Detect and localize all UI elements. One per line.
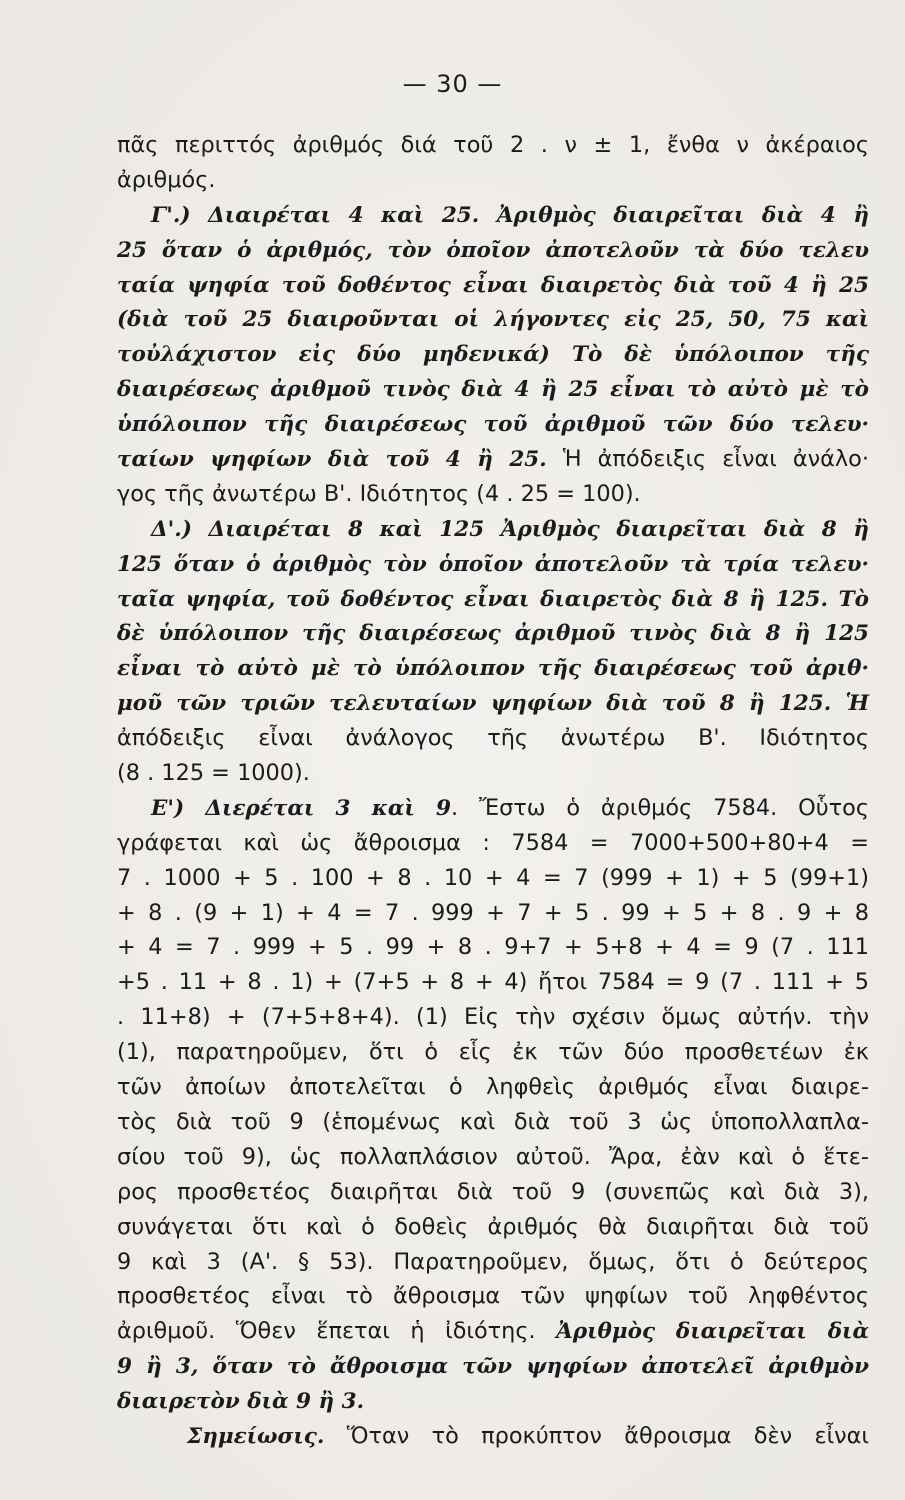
plain-run: Ἡ ἀπόδειξις εἶναι ἀνάλο· xyxy=(546,446,869,473)
plain-run: . Ἔστω ὁ ἀριθμός 7584. Οὗτος xyxy=(450,794,869,821)
italic-run: ταίων ψηφίων διὰ τοῦ 4 ἢ 25. xyxy=(117,447,547,473)
italic-run: ταία ψηφία τοῦ δοθέντος εἶναι διαιρετὸς διὰ τοῦ 4 ἢ 25 xyxy=(117,272,869,298)
text-line: 9 καὶ 3 (Α'. § 53). Παρατηροῦμεν, ὅμως, ὅτι ὁ δεύτερος xyxy=(117,1248,869,1275)
body-text xyxy=(117,128,869,1454)
plain-run: Ὅταν τὸ προκύπτον ἄθροισμα δὲν εἶναι xyxy=(324,1422,869,1449)
text-line: προσθετέος εἶναι τὸ ἄθροισμα τῶν ψηφίων τοῦ ληφθέντος xyxy=(117,1283,869,1310)
text-line xyxy=(117,651,869,686)
text-line xyxy=(117,686,869,721)
text-line xyxy=(117,442,869,477)
text-line: πᾶς περιττός ἀριθμός διά τοῦ 2 . ν ± 1, ἔνθα ν ἀκέραιος xyxy=(117,132,869,158)
text-line: (8 . 125 = 1000). xyxy=(117,760,310,787)
text-line xyxy=(117,1419,869,1454)
text-line: συνάγεται ὅτι καὶ ὁ δοθεὶς ἀριθμός θὰ διαιρῆται διὰ τοῦ xyxy=(117,1213,869,1240)
text-line: γράφεται καὶ ὡς ἄθροισμα : 7584 = 7000+500+80+4 = xyxy=(117,829,869,856)
text-line xyxy=(117,1349,869,1384)
italic-run: ὑπόλοιπον τῆς διαιρέσεως τοῦ ἀριθμοῦ τῶν δύο τελευ· xyxy=(117,412,869,438)
italic-run: Γ'.) Διαιρέται 4 καὶ 25. Ἀριθμὸς διαιρεῖται διὰ 4 ἢ xyxy=(151,202,869,228)
italic-run: Ε') Διερέται 3 καὶ 9 xyxy=(151,795,451,821)
page-number: — 30 — xyxy=(402,70,503,98)
text-line xyxy=(117,268,869,303)
text-line: ἀριθμός. xyxy=(117,166,216,193)
text-line: γος τῆς ἀνωτέρω Β'. Ιδιότητος (4 . 25 = 100). xyxy=(117,480,641,507)
italic-run: εἶναι τὸ αὐτὸ μὲ τὸ ὑπόλοιπον τῆς διαιρέσεως τοῦ ἀριθ· xyxy=(117,656,869,682)
italic-run: 9 ἢ 3, ὅταν τὸ ἄθροισμα τῶν ψηφίων ἀποτελεῖ ἀριθμὸν xyxy=(117,1354,869,1380)
text-line xyxy=(117,198,869,233)
text-line: +5 . 11 + 8 . 1) + (7+5 + 8 + 4) ἤτοι 7584 = 9 (7 . 111 + 5 xyxy=(117,969,869,996)
italic-run: δὲ ὑπόλοιπον τῆς διαιρέσεως ἀριθμοῦ τινὸς διὰ 8 ἢ 125 xyxy=(117,621,869,647)
text-line: ρος προσθετέος διαιρῆται διὰ τοῦ 9 (συνεπῶς καὶ διὰ 3), xyxy=(117,1178,869,1205)
text-line xyxy=(117,372,869,407)
text-line xyxy=(117,407,869,442)
text-line: + 8 . (9 + 1) + 4 = 7 . 999 + 7 + 5 . 99 + 5 + 8 . 9 + 8 xyxy=(117,899,869,926)
italic-run: 125 ὅταν ὁ ἀριθμὸς τὸν ὁποῖον ἀποτελοῦν τὰ τρία τελευ· xyxy=(117,551,869,577)
italic-run: διαιρετὸν διὰ 9 ἢ 3. xyxy=(117,1389,365,1415)
text-line xyxy=(117,512,869,547)
text-line: + 4 = 7 . 999 + 5 . 99 + 8 . 9+7 + 5+8 + 4 = 9 (7 . 111 xyxy=(117,934,869,961)
text-line xyxy=(117,582,869,617)
text-line: σίου τοῦ 9), ὡς πολλαπλάσιον αὐτοῦ. Ἄρα, ἐὰν καὶ ὁ ἕτε- xyxy=(117,1143,869,1170)
italic-run: Ἀριθμὸς διαιρεῖται διὰ xyxy=(556,1319,870,1345)
text-line: ἀπόδειξις εἶναι ἀνάλογος τῆς ἀνωτέρω Β'. Ιδιότητος xyxy=(117,725,869,752)
text-line: τὸς διὰ τοῦ 9 (ἑπομένως καὶ διὰ τοῦ 3 ὡς ὑποπολλαπλα- xyxy=(117,1108,869,1135)
text-line xyxy=(117,1314,869,1349)
plain-run: ἀριθμοῦ. Ὅθεν ἕπεται ἡ ἰδιότης. xyxy=(117,1318,557,1345)
text-line: . 11+8) + (7+5+8+4). (1) Εἰς τὴν σχέσιν ὅμως αὐτήν. τὴν xyxy=(117,1004,869,1031)
text-line xyxy=(117,547,869,582)
italic-run: (διὰ τοῦ 25 διαιροῦνται οἱ λήγοντες εἰς 25, 50, 75 καὶ xyxy=(117,307,869,333)
italic-run: διαιρέσεως ἀριθμοῦ τινὸς διὰ 4 ἢ 25 εἶναι τὸ αὐτὸ μὲ τὸ xyxy=(117,377,869,403)
italic-run: μοῦ τῶν τριῶν τελευταίων ψηφίων διὰ τοῦ 8 ἢ 125. Ἡ xyxy=(117,691,869,717)
text-line xyxy=(117,616,869,651)
text-line xyxy=(117,302,869,337)
text-line xyxy=(117,791,869,826)
italic-run: Δ'.) Διαιρέται 8 καὶ 125 Ἀριθμὸς διαιρεῖται διὰ 8 ἢ xyxy=(151,516,869,542)
text-line: (1), παρατηροῦμεν, ὅτι ὁ εἷς ἐκ τῶν δύο προσθετέων ἐκ xyxy=(117,1039,869,1066)
text-line: 7 . 1000 + 5 . 100 + 8 . 10 + 4 = 7 (999 + 1) + 5 (99+1) xyxy=(117,864,869,891)
italic-run: 25 ὅταν ὁ ἀριθμός, τὸν ὁποῖον ἀποτελοῦν τὰ δύο τελευ xyxy=(117,237,869,263)
italic-run: τοὐλάχιστον εἰς δύο μηδενικά) Τὸ δὲ ὑπόλοιπον τῆς xyxy=(117,342,869,368)
text-line xyxy=(117,1384,869,1419)
text-line xyxy=(117,233,869,268)
text-line xyxy=(117,337,869,372)
italic-run: Σημείωσις. xyxy=(187,1423,325,1449)
italic-run: ταῖα ψηφία, τοῦ δοθέντος εἶναι διαιρετὸς διὰ 8 ἢ 125. Τὸ xyxy=(117,586,869,612)
text-line: τῶν ἀποίων ἀποτελεῖται ὁ ληφθεὶς ἀριθμός εἶναι διαιρε- xyxy=(117,1074,869,1101)
